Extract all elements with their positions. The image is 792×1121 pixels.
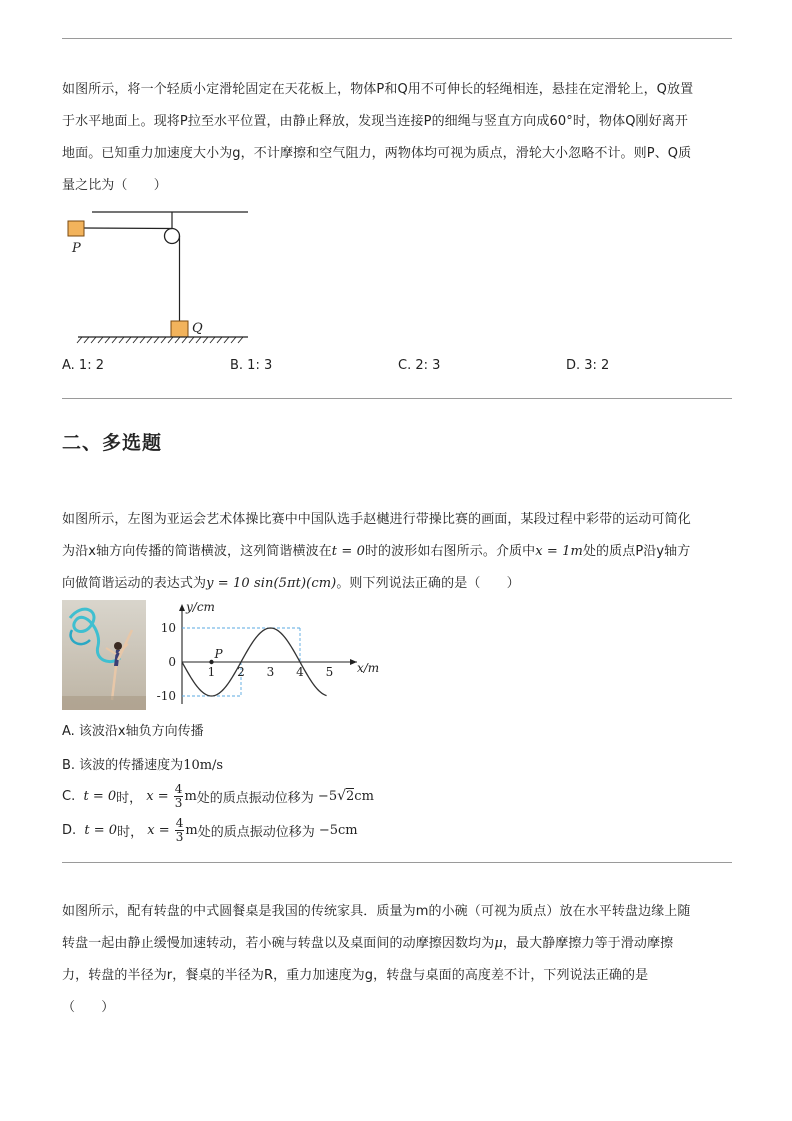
divider-2 bbox=[62, 862, 732, 863]
fraction-4-3-d: $\frac{4}{3}$ bbox=[175, 815, 184, 844]
q2-option-d[interactable]: D. t = 0 时， x = $\frac{4}{3}$ m 处的质点振动位移为 −5cm bbox=[62, 815, 358, 844]
y-axis-label: y/cm bbox=[186, 600, 215, 614]
fraction-4-3: $\frac{4}{3}$ bbox=[174, 781, 183, 810]
q2-line-2: 为沿x轴方向传播的简谐横波，这列简谐横波在t = 0时的波形如右图所示。介质中x = 1m处的质点P沿y轴方 bbox=[62, 544, 691, 559]
q1-line-3: 地面。已知重力加速度大小为g，不计摩擦和空气阻力，两物体均可视为质点，滑轮大小忽略不计。则P、Q质 bbox=[62, 146, 692, 161]
label-q: Q bbox=[192, 321, 203, 336]
block-p bbox=[68, 221, 84, 236]
x-axis-label: x/m bbox=[357, 661, 380, 675]
q1-option-c[interactable]: C. 2: 3 bbox=[398, 358, 441, 373]
q1-pulley-figure bbox=[62, 204, 262, 344]
point-p-label: P bbox=[214, 647, 223, 661]
top-divider bbox=[62, 38, 732, 39]
block-q bbox=[171, 321, 188, 337]
q2-option-c[interactable]: C. t = 0 时， x = $\frac{4}{3}$ m 处的质点振动位移为 −5 √2 cm bbox=[62, 781, 374, 810]
pulley bbox=[165, 229, 180, 244]
q1-option-d[interactable]: D. 3: 2 bbox=[566, 358, 610, 373]
x-tick-label: 5 bbox=[325, 665, 334, 679]
q3-line-1: 如图所示，配有转盘的中式圆餐桌是我国的传统家具．质量为m的小碗（可视为质点）放在水平转盘边缘上随 bbox=[62, 904, 691, 919]
divider-1 bbox=[62, 398, 732, 399]
x-tick-label: 4 bbox=[296, 665, 304, 679]
q1-line-2: 于水平地面上。现将P拉至水平位置，由静止释放，发现当连接P的细绳与竖直方向成60°时，物体Q刚好离开 bbox=[62, 114, 688, 129]
q2-option-b[interactable]: B. 该波的传播速度为10m/s bbox=[62, 758, 224, 773]
q2-wave-graph bbox=[152, 600, 392, 712]
y-tick-label: 10 bbox=[160, 621, 176, 635]
x-tick-label: 3 bbox=[266, 665, 275, 679]
q2-stem bbox=[62, 504, 734, 600]
y-axis-arrow bbox=[179, 604, 185, 611]
y-tick-label: -10 bbox=[156, 689, 176, 703]
q1-option-a[interactable]: A. 1: 2 bbox=[62, 358, 104, 373]
section-title: 二、多选题 bbox=[62, 432, 163, 454]
q1-line-4: 量之比为（ ） bbox=[62, 178, 167, 193]
gymnast-photo bbox=[62, 600, 146, 710]
q2-option-a[interactable]: A. 该波沿x轴负方向传播 bbox=[62, 724, 204, 739]
rope-p bbox=[84, 228, 172, 229]
q3-line-2: 转盘一起由静止缓慢加速转动，若小碗与转盘以及桌面间的动摩擦因数均为μ，最大静摩擦力等于滑动摩擦 bbox=[62, 936, 674, 951]
label-p: P bbox=[72, 241, 81, 256]
x-tick-label: 1 bbox=[207, 665, 216, 679]
q3-line-4: （ ） bbox=[62, 1000, 115, 1015]
point-p bbox=[209, 660, 213, 664]
q1-option-b[interactable]: B. 1: 3 bbox=[230, 358, 273, 373]
x-tick-label: 2 bbox=[237, 665, 245, 679]
x-axis-arrow bbox=[350, 659, 357, 665]
q1-line-1: 如图所示，将一个轻质小定滑轮固定在天花板上，物体P和Q用不可伸长的轻绳相连，悬挂在定滑轮上，Q放置 bbox=[62, 82, 694, 97]
q2-line-1: 如图所示，左图为亚运会艺术体操比赛中中国队选手赵樾进行带操比赛的画面，某段过程中彩带的运动可简化 bbox=[62, 512, 691, 527]
q2-line-3: 向做简谐运动的表达式为y = 10 sin(5πt)(cm)。则下列说法正确的是（ ） bbox=[62, 576, 520, 591]
q3-line-3: 力，转盘的半径为r，餐桌的半径为R，重力加速度为g，转盘与桌面的高度差不计，下列说法正确的是 bbox=[62, 968, 649, 983]
y-tick-label: 0 bbox=[168, 655, 176, 669]
ground-hatching bbox=[77, 337, 243, 343]
q1-stem bbox=[62, 74, 734, 202]
q3-stem bbox=[62, 896, 734, 1024]
